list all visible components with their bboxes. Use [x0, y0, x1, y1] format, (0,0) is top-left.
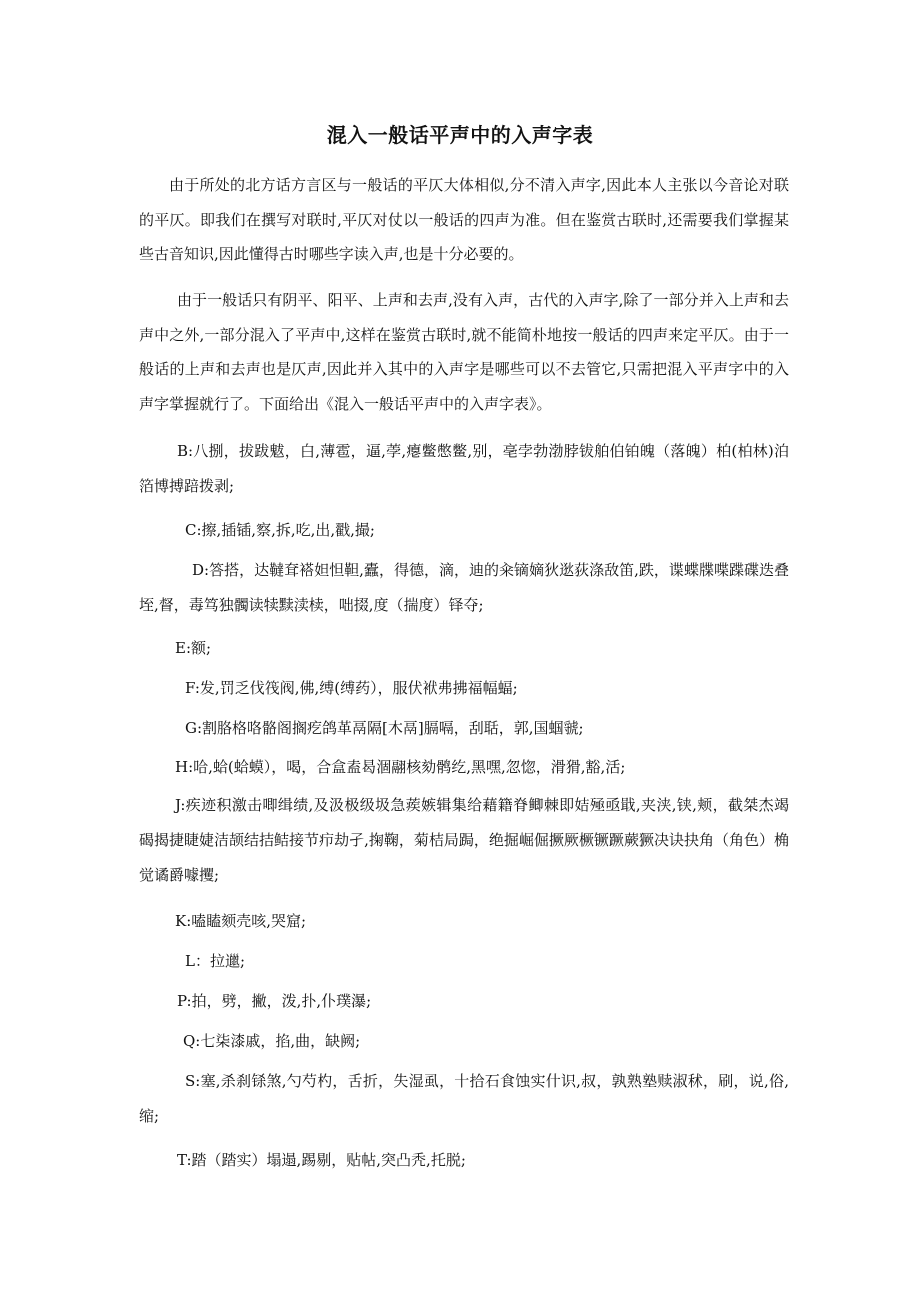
- entry-t: T:踏（踏实）塌遢,踢剔，贴帖,突凸秃,托脱;: [177, 1151, 466, 1169]
- entry-l: L：拉邋;: [185, 952, 246, 970]
- entry-g: G:割胳格咯骼阁搁疙鸽革鬲隔[木鬲]膈嗝，刮聒，郭,国蝈虢;: [185, 719, 584, 737]
- entry-f: F:发,罚乏伐筏阀,佛,缚(缚药），服伏袱弗拂福幅蝠;: [185, 679, 518, 697]
- entry-p: P:拍，劈，撇，泼,扑,仆璞瀑;: [177, 992, 372, 1010]
- entry-b: B:八捌，拔跋魃，白,薄雹，逼,荸,瘪鳖憋鳖,别，亳孛勃渤脖钹舶伯铂魄（落魄）柏(柏林)泊箔博搏踣拨剥;: [139, 442, 789, 495]
- entry-q: Q:七柒漆戚，掐,曲，缺阙;: [183, 1032, 361, 1050]
- document-title: 混入一般话平声中的入声字表: [326, 123, 594, 147]
- entry-j: J:疾迹积激击唧缉绩,及汲极级圾急蒺嫉辑集给藉籍脊鲫棘即姞殛亟戢,夹浃,铗,颊，截桀杰竭碣揭捷睫婕洁颉结拮鲒接节疖劫孑,掬鞠，菊桔局跼，绝掘崛倔撅厥橛镢蹶蕨獗决诀抉角（角色）桷觉谲爵噱攫;: [139, 796, 789, 884]
- intro-paragraph-1: 由于所处的北方话方言区与一般话的平仄大体相似,分不清入声字,因此本人主张以今音论对联的平仄。即我们在撰写对联时,平仄对仗以一般话的四声为准。但在鉴赏古联时,还需要我们掌握某些古音知识,因此懂得古时哪些字读入声,也是十分必要的。: [139, 176, 789, 263]
- entry-h: H:哈,蛤(蛤蟆），喝，合盒盍曷涸翮核劾鹘纥,黑嘿,忽惚，滑猾,豁,活;: [175, 758, 626, 776]
- entry-c: C:擦,插锸,察,拆,吃,出,戳,撮;: [185, 521, 375, 539]
- entry-k: K:嗑瞌颏壳咳,哭窟;: [175, 912, 307, 930]
- entry-e: E:额;: [175, 639, 212, 657]
- entry-s: S:塞,杀刹铩煞,勺芍杓，舌折，失湿虱，十拾石食蚀实什识,叔，孰熟塾赎淑秫，刷，说,俗,缩;: [139, 1072, 789, 1125]
- entry-d: D:答搭，达韃耷褡妲怛靼,蠹，得德，滴，迪的籴镝嫡狄逖荻涤敌笛,跌，谍蝶牒喋蹀碟迭叠垤,督，毒笃独髑读犊黩渎椟，咄掇,度（揣度）铎夺;: [139, 561, 789, 614]
- intro-paragraph-2: 由于一般话只有阴平、阳平、上声和去声,没有入声，古代的入声字,除了一部分并入上声和去声中之外,一部分混入了平声中,这样在鉴赏古联时,就不能简朴地按一般话的四声来定平仄。由于一般话的上声和去声也是仄声,因此并入其中的入声字是哪些可以不去管它,只需把混入平声字中的入声字掌握就行了。下面给出《混入一般话平声中的入声字表》。: [139, 291, 789, 413]
